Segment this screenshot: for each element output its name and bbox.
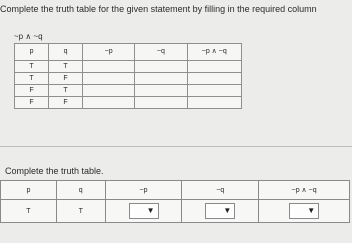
cell-q: T bbox=[49, 61, 83, 73]
header-q: q bbox=[49, 44, 83, 61]
answer-table-header-row bbox=[1, 181, 350, 200]
table-row bbox=[15, 73, 242, 85]
cell-q: T bbox=[49, 85, 83, 97]
cell-not-p bbox=[83, 73, 135, 85]
header-not-p-and-not-q: ~p ∧ ~q bbox=[259, 181, 350, 200]
header-not-q: ~q bbox=[182, 181, 259, 200]
cell-result bbox=[187, 85, 242, 97]
cell-q: F bbox=[49, 73, 83, 85]
cell-not-p bbox=[83, 97, 135, 109]
section-divider bbox=[0, 146, 352, 147]
header-p: p bbox=[1, 181, 57, 200]
header-not-p: ~p bbox=[105, 181, 182, 200]
not-q-dropdown[interactable] bbox=[205, 203, 235, 219]
cell-not-q bbox=[135, 73, 187, 85]
cell-p: T bbox=[15, 61, 49, 73]
chevron-down-icon: ▼ bbox=[307, 206, 316, 215]
header-not-p-and-not-q: ~p ∧ ~q bbox=[187, 44, 242, 61]
table-row bbox=[15, 61, 242, 73]
cell-not-p bbox=[105, 200, 182, 223]
not-p-dropdown[interactable] bbox=[129, 203, 159, 219]
header-p: p bbox=[15, 44, 49, 61]
cell-p: F bbox=[15, 85, 49, 97]
truth-table bbox=[14, 43, 242, 109]
table-row bbox=[1, 200, 350, 223]
chevron-down-icon: ▼ bbox=[146, 206, 155, 215]
question-instruction: Complete the truth table for the given statement by filling in the required column bbox=[0, 4, 317, 14]
cell-result bbox=[259, 200, 350, 223]
header-not-q: ~q bbox=[135, 44, 187, 61]
result-dropdown[interactable] bbox=[289, 203, 319, 219]
table-row bbox=[15, 85, 242, 97]
cell-not-p bbox=[83, 61, 135, 73]
cell-not-q bbox=[182, 200, 259, 223]
cell-q: F bbox=[49, 97, 83, 109]
statement-label: ~p ∧ ~q bbox=[14, 32, 43, 41]
table-row bbox=[15, 97, 242, 109]
cell-p: T bbox=[1, 200, 57, 223]
cell-not-p bbox=[83, 85, 135, 97]
header-q: q bbox=[56, 181, 105, 200]
truth-table-header-row bbox=[15, 44, 242, 61]
header-not-p: ~p bbox=[83, 44, 135, 61]
cell-p: T bbox=[15, 73, 49, 85]
cell-q: T bbox=[56, 200, 105, 223]
answer-prompt: Complete the truth table. bbox=[5, 166, 104, 176]
cell-p: F bbox=[15, 97, 49, 109]
chevron-down-icon: ▼ bbox=[223, 206, 232, 215]
cell-not-q bbox=[135, 85, 187, 97]
cell-not-q bbox=[135, 61, 187, 73]
answer-table bbox=[0, 180, 350, 223]
cell-result bbox=[187, 73, 242, 85]
cell-result bbox=[187, 61, 242, 73]
cell-result bbox=[187, 97, 242, 109]
cell-not-q bbox=[135, 97, 187, 109]
